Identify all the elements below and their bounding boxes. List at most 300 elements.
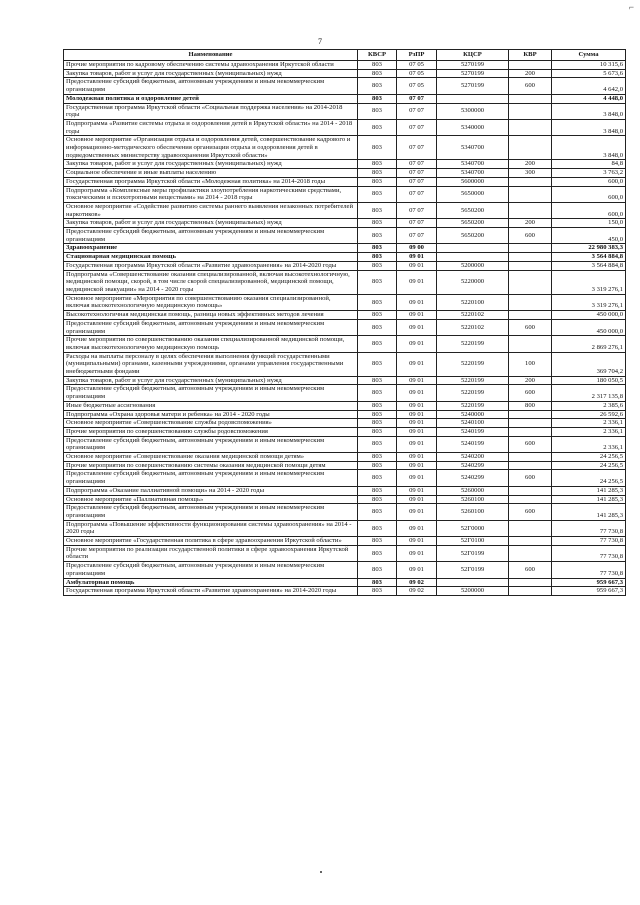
row-rzpr: 09 01 <box>397 401 437 410</box>
header-rzpr: РзПР <box>397 50 437 61</box>
row-sum: 2 336,1 <box>552 436 626 452</box>
table-row <box>64 376 626 385</box>
row-kcsr: 52Г0199 <box>437 545 509 561</box>
row-rzpr: 09 01 <box>397 385 437 401</box>
row-sum: 24 256,5 <box>552 461 626 470</box>
row-sum: 2 336,1 <box>552 419 626 428</box>
row-sum: 450 000,0 <box>552 311 626 320</box>
row-kvsr: 803 <box>358 311 397 320</box>
row-name: Предоставление субсидий бюджетным, автономным учреждениям и иным некоммерческим организациям <box>64 78 358 94</box>
table-row <box>64 61 626 70</box>
row-kvr: 100 <box>509 352 552 376</box>
row-name: Предоставление субсидий бюджетным, автономным учреждениям и иным некоммерческим организациям <box>64 228 358 244</box>
row-name: Основное мероприятие «Совершенствование службы родовспоможения» <box>64 419 358 428</box>
row-sum: 600,0 <box>552 202 626 218</box>
row-name: Социальное обеспечение и иные выплаты населению <box>64 169 358 178</box>
row-kvsr: 803 <box>358 103 397 119</box>
row-kcsr: 5220199 <box>437 385 509 401</box>
row-name: Прочие мероприятия по совершенствованию оказания специализированной медицинской помощи, включая высокотехнологичную медицинскую помощь <box>64 336 358 352</box>
row-sum: 959 667,3 <box>552 578 626 587</box>
row-kvsr: 803 <box>358 537 397 546</box>
row-kcsr: 5220000 <box>437 270 509 294</box>
row-sum: 600,0 <box>552 186 626 202</box>
row-name: Предоставление субсидий бюджетным, автономным учреждениям и иным некоммерческим организациям <box>64 504 358 520</box>
row-kvr <box>509 336 552 352</box>
row-name: Закупка товаров, работ и услуг для государственных (муниципальных) нужд <box>64 69 358 78</box>
row-kvr <box>509 495 552 504</box>
row-kcsr: 5650200 <box>437 202 509 218</box>
row-name: Подпрограмма «Развитие системы отдыха и оздоровления детей в Иркутской области» на 2014 - 2018 годы <box>64 119 358 135</box>
row-kcsr: 5220199 <box>437 352 509 376</box>
row-sum: 2 317 135,8 <box>552 385 626 401</box>
row-sum: 600,0 <box>552 177 626 186</box>
row-kvsr: 803 <box>358 186 397 202</box>
row-sum: 3 319 276,1 <box>552 270 626 294</box>
row-kvsr: 803 <box>358 520 397 536</box>
row-kvsr: 803 <box>358 244 397 253</box>
row-rzpr: 09 01 <box>397 470 437 486</box>
row-kcsr: 5240200 <box>437 453 509 462</box>
row-name: Иные бюджетные ассигнования <box>64 401 358 410</box>
row-sum: 77 730,8 <box>552 520 626 536</box>
row-kvr <box>509 410 552 419</box>
row-kcsr: 5240299 <box>437 470 509 486</box>
row-kvr <box>509 270 552 294</box>
row-kcsr: 5220100 <box>437 294 509 310</box>
row-rzpr: 09 00 <box>397 244 437 253</box>
row-kcsr <box>437 244 509 253</box>
row-rzpr: 09 01 <box>397 294 437 310</box>
row-kvsr: 803 <box>358 401 397 410</box>
row-rzpr: 09 01 <box>397 410 437 419</box>
row-name: Подпрограмма «Повышение эффективности функционирования системы здравоохранения» на 2014 - 2020 годы <box>64 520 358 536</box>
row-kcsr: 5650000 <box>437 186 509 202</box>
row-rzpr: 09 01 <box>397 562 437 578</box>
row-name: Стационарная медицинская помощь <box>64 253 358 262</box>
row-sum: 3 564 884,8 <box>552 253 626 262</box>
row-kvr <box>509 119 552 135</box>
table-row <box>64 336 626 352</box>
row-kcsr <box>437 578 509 587</box>
row-name: Основное мероприятие «Мероприятия по совершенствованию оказания специализированной, включая высокотехнологичную медицинскую помощь» <box>64 294 358 310</box>
row-kvr: 600 <box>509 319 552 335</box>
row-kvsr: 803 <box>358 202 397 218</box>
row-kvsr: 803 <box>358 119 397 135</box>
table-row <box>64 587 626 596</box>
table-row <box>64 261 626 270</box>
table-row <box>64 294 626 310</box>
row-rzpr: 07 07 <box>397 103 437 119</box>
row-kcsr: 5650200 <box>437 219 509 228</box>
table-row <box>64 352 626 376</box>
table-row <box>64 78 626 94</box>
row-kcsr: 5300000 <box>437 103 509 119</box>
row-kvsr: 803 <box>358 261 397 270</box>
row-kvr <box>509 261 552 270</box>
row-kvsr: 803 <box>358 177 397 186</box>
row-kcsr: 5340700 <box>437 169 509 178</box>
row-kvr <box>509 545 552 561</box>
row-kvsr: 803 <box>358 61 397 70</box>
row-kcsr: 5220199 <box>437 401 509 410</box>
table-row <box>64 578 626 587</box>
row-sum: 5 673,6 <box>552 69 626 78</box>
table-row <box>64 253 626 262</box>
table-row <box>64 169 626 178</box>
row-kvsr: 803 <box>358 470 397 486</box>
row-kvsr: 803 <box>358 352 397 376</box>
row-rzpr: 07 07 <box>397 169 437 178</box>
row-name: Государственная программа Иркутской области «Социальная поддержка населения» на 2014-2018 годы <box>64 103 358 119</box>
row-rzpr: 09 01 <box>397 427 437 436</box>
row-kvsr: 803 <box>358 486 397 495</box>
table-row <box>64 177 626 186</box>
row-kcsr: 5270199 <box>437 61 509 70</box>
row-kvr <box>509 136 552 160</box>
table-row <box>64 186 626 202</box>
table-row <box>64 453 626 462</box>
row-kvsr: 803 <box>358 376 397 385</box>
row-kvr <box>509 461 552 470</box>
row-rzpr: 09 01 <box>397 537 437 546</box>
row-kvsr: 803 <box>358 453 397 462</box>
row-name: Государственная программа Иркутской области «Развитие здравоохранения» на 2014-2020 годы <box>64 587 358 596</box>
row-kcsr: 5220199 <box>437 376 509 385</box>
row-sum: 4 448,0 <box>552 94 626 103</box>
row-kcsr: 5240000 <box>437 410 509 419</box>
row-rzpr: 07 07 <box>397 177 437 186</box>
row-kvsr: 803 <box>358 461 397 470</box>
row-rzpr: 09 01 <box>397 261 437 270</box>
row-kvsr: 803 <box>358 219 397 228</box>
row-kcsr: 5340700 <box>437 160 509 169</box>
table-row <box>64 311 626 320</box>
row-kcsr: 5260100 <box>437 495 509 504</box>
row-name: Расходы на выплаты персоналу в целях обеспечения выполнения функций государственными (муниципальными) органами, казенными учреждениями, органами управления государственными внебюджетными фондами <box>64 352 358 376</box>
row-kvr <box>509 177 552 186</box>
row-sum: 180 050,5 <box>552 376 626 385</box>
row-kvr: 200 <box>509 219 552 228</box>
row-kvsr: 803 <box>358 319 397 335</box>
row-kvsr: 803 <box>358 69 397 78</box>
row-rzpr: 09 01 <box>397 270 437 294</box>
row-rzpr: 09 01 <box>397 545 437 561</box>
row-kvsr: 803 <box>358 160 397 169</box>
row-kvsr: 803 <box>358 419 397 428</box>
row-name: Прочие мероприятия по кадровому обеспечению системы здравоохранения Иркутской области <box>64 61 358 70</box>
row-rzpr: 09 01 <box>397 504 437 520</box>
row-kvr: 600 <box>509 562 552 578</box>
row-sum: 84,8 <box>552 160 626 169</box>
row-rzpr: 09 02 <box>397 587 437 596</box>
header-name: Наименование <box>64 50 358 61</box>
row-rzpr: 09 01 <box>397 495 437 504</box>
table-row <box>64 504 626 520</box>
table-row <box>64 427 626 436</box>
row-sum: 450 000,0 <box>552 319 626 335</box>
row-rzpr: 09 01 <box>397 253 437 262</box>
table-row <box>64 69 626 78</box>
row-name: Предоставление субсидий бюджетным, автономным учреждениям и иным некоммерческим организациям <box>64 562 358 578</box>
row-sum: 24 256,5 <box>552 453 626 462</box>
row-rzpr: 09 01 <box>397 419 437 428</box>
row-name: Закупка товаров, работ и услуг для государственных (муниципальных) нужд <box>64 160 358 169</box>
row-kcsr <box>437 253 509 262</box>
row-kvr <box>509 486 552 495</box>
table-row <box>64 160 626 169</box>
row-sum: 2 869 276,1 <box>552 336 626 352</box>
row-kvr <box>509 61 552 70</box>
row-sum: 77 730,8 <box>552 545 626 561</box>
table-header-row <box>64 50 626 61</box>
row-kvr <box>509 202 552 218</box>
row-kvsr: 803 <box>358 562 397 578</box>
row-kvr <box>509 244 552 253</box>
row-name: Основное мероприятие «Паллиативная помощь» <box>64 495 358 504</box>
header-kcsr: КЦСР <box>437 50 509 61</box>
row-name: Прочие мероприятия по совершенствованию службы родовспоможения <box>64 427 358 436</box>
table-row <box>64 202 626 218</box>
row-kcsr: 5200000 <box>437 587 509 596</box>
row-rzpr: 09 01 <box>397 436 437 452</box>
row-kvsr: 803 <box>358 427 397 436</box>
table-row <box>64 136 626 160</box>
row-rzpr: 09 01 <box>397 311 437 320</box>
table-row <box>64 401 626 410</box>
row-sum: 3 848,0 <box>552 103 626 119</box>
row-sum: 77 730,8 <box>552 562 626 578</box>
table-row <box>64 270 626 294</box>
table-row <box>64 419 626 428</box>
row-rzpr: 09 02 <box>397 578 437 587</box>
row-rzpr: 07 07 <box>397 228 437 244</box>
row-kvsr: 803 <box>358 587 397 596</box>
row-sum: 3 848,0 <box>552 119 626 135</box>
row-kvr <box>509 537 552 546</box>
row-sum: 369 704,2 <box>552 352 626 376</box>
row-kcsr: 5220102 <box>437 319 509 335</box>
row-name: Подпрограмма «Оказание паллиативной помощи» на 2014 - 2020 годы <box>64 486 358 495</box>
row-name: Прочие мероприятия по совершенствованию системы оказания медицинской помощи детям <box>64 461 358 470</box>
row-name: Основное мероприятие «Организация отдыха и оздоровления детей, совершенствование кадрового и информационно-методического обеспечения организации отдыха и оздоровления детей в подведомственных министерству здравоохранения Иркутской области» <box>64 136 358 160</box>
row-kvr: 600 <box>509 385 552 401</box>
row-name: Государственная программа Иркутской области «Молодежная политика» на 2014-2018 годы <box>64 177 358 186</box>
row-rzpr: 09 01 <box>397 461 437 470</box>
row-kvr <box>509 453 552 462</box>
row-name: Подпрограмма «Охрана здоровья матери и ребенка» на 2014 - 2020 годы <box>64 410 358 419</box>
row-name: Предоставление субсидий бюджетным, автономным учреждениям и иным некоммерческим организациям <box>64 436 358 452</box>
row-rzpr: 09 01 <box>397 352 437 376</box>
row-kcsr: 5340700 <box>437 136 509 160</box>
row-sum: 22 980 383,3 <box>552 244 626 253</box>
row-name: Закупка товаров, работ и услуг для государственных (муниципальных) нужд <box>64 219 358 228</box>
corner-mark: ⌐ <box>628 2 634 12</box>
row-name: Закупка товаров, работ и услуг для государственных (муниципальных) нужд <box>64 376 358 385</box>
header-sum: Сумма <box>552 50 626 61</box>
row-kcsr: 52Г0199 <box>437 562 509 578</box>
header-kvsr: КВСР <box>358 50 397 61</box>
row-rzpr: 07 07 <box>397 186 437 202</box>
scan-dot <box>320 871 322 873</box>
row-kvr <box>509 587 552 596</box>
row-sum: 24 256,5 <box>552 470 626 486</box>
row-sum: 141 285,3 <box>552 504 626 520</box>
row-rzpr: 07 07 <box>397 119 437 135</box>
row-kvr <box>509 311 552 320</box>
row-rzpr: 07 05 <box>397 78 437 94</box>
row-kvr: 200 <box>509 376 552 385</box>
row-name: Государственная программа Иркутской области «Развитие здравоохранения» на 2014-2020 годы <box>64 261 358 270</box>
table-row <box>64 410 626 419</box>
row-sum: 150,0 <box>552 219 626 228</box>
table-row <box>64 244 626 253</box>
row-kcsr: 5220199 <box>437 336 509 352</box>
row-kvsr: 803 <box>358 336 397 352</box>
table-row <box>64 228 626 244</box>
row-kvr: 300 <box>509 169 552 178</box>
row-name: Предоставление субсидий бюджетным, автономным учреждениям и иным некоммерческим организациям <box>64 470 358 486</box>
row-kcsr: 5260000 <box>437 486 509 495</box>
table-row <box>64 486 626 495</box>
row-name: Основное мероприятие «Содействие развитию системы раннего выявления незаконных потребителей наркотиков» <box>64 202 358 218</box>
row-kvr: 600 <box>509 504 552 520</box>
row-kvr <box>509 294 552 310</box>
row-kvr <box>509 520 552 536</box>
row-rzpr: 07 07 <box>397 136 437 160</box>
row-kcsr: 5340000 <box>437 119 509 135</box>
row-sum: 2 385,6 <box>552 401 626 410</box>
row-name: Основное мероприятие «Государственная политика в сфере здравоохранения Иркутской области» <box>64 537 358 546</box>
row-sum: 3 564 884,8 <box>552 261 626 270</box>
row-sum: 77 730,8 <box>552 537 626 546</box>
row-sum: 2 336,1 <box>552 427 626 436</box>
row-name: Предоставление субсидий бюджетным, автономным учреждениям и иным некоммерческим организациям <box>64 319 358 335</box>
row-name: Основное мероприятие «Совершенствование оказания медицинской помощи детям» <box>64 453 358 462</box>
table-row <box>64 219 626 228</box>
row-rzpr: 07 07 <box>397 202 437 218</box>
row-kcsr: 5200000 <box>437 261 509 270</box>
row-rzpr: 09 01 <box>397 486 437 495</box>
row-rzpr: 07 05 <box>397 69 437 78</box>
row-kvsr: 803 <box>358 253 397 262</box>
table-row <box>64 562 626 578</box>
row-rzpr: 09 01 <box>397 453 437 462</box>
row-rzpr: 09 01 <box>397 319 437 335</box>
row-name: Прочие мероприятия по реализации государственной политики в сфере здравоохранения Иркутской области <box>64 545 358 561</box>
row-sum: 450,0 <box>552 228 626 244</box>
row-kvr <box>509 186 552 202</box>
row-kcsr: 5270199 <box>437 69 509 78</box>
row-sum: 959 667,3 <box>552 587 626 596</box>
row-kvsr: 803 <box>358 410 397 419</box>
row-kvr: 200 <box>509 69 552 78</box>
row-kcsr: 5240299 <box>437 461 509 470</box>
row-name: Амбулаторная помощь <box>64 578 358 587</box>
row-kcsr: 5260100 <box>437 504 509 520</box>
table-row <box>64 119 626 135</box>
row-kvr: 600 <box>509 470 552 486</box>
row-kcsr: 5240199 <box>437 427 509 436</box>
row-kvr: 800 <box>509 401 552 410</box>
row-name: Здравоохранение <box>64 244 358 253</box>
row-sum: 10 315,6 <box>552 61 626 70</box>
row-kvsr: 803 <box>358 169 397 178</box>
row-kcsr: 5240199 <box>437 436 509 452</box>
row-rzpr: 07 07 <box>397 160 437 169</box>
row-kcsr: 5600000 <box>437 177 509 186</box>
row-sum: 141 285,3 <box>552 486 626 495</box>
budget-table <box>63 49 626 596</box>
row-kvr: 200 <box>509 160 552 169</box>
row-kvsr: 803 <box>358 94 397 103</box>
row-sum: 3 319 276,1 <box>552 294 626 310</box>
row-kvr <box>509 103 552 119</box>
row-sum: 141 285,3 <box>552 495 626 504</box>
row-kcsr: 5240100 <box>437 419 509 428</box>
row-kvsr: 803 <box>358 385 397 401</box>
header-kvr: КВР <box>509 50 552 61</box>
row-name: Подпрограмма «Комплексные меры профилактики злоупотребления наркотическими средствами, токсическими и психотропными веществами» на 2014 - 2018 годы <box>64 186 358 202</box>
row-sum: 3 848,0 <box>552 136 626 160</box>
row-kvsr: 803 <box>358 504 397 520</box>
row-kvsr: 803 <box>358 495 397 504</box>
table-row <box>64 385 626 401</box>
row-kcsr <box>437 94 509 103</box>
row-rzpr: 07 07 <box>397 94 437 103</box>
row-kcsr: 5270199 <box>437 78 509 94</box>
row-kvr: 600 <box>509 78 552 94</box>
row-sum: 4 642,0 <box>552 78 626 94</box>
row-sum: 3 763,2 <box>552 169 626 178</box>
row-kvsr: 803 <box>358 228 397 244</box>
row-kvsr: 803 <box>358 136 397 160</box>
row-kvr <box>509 94 552 103</box>
row-kvsr: 803 <box>358 270 397 294</box>
row-kvsr: 803 <box>358 578 397 587</box>
row-kcsr: 52Г0100 <box>437 537 509 546</box>
row-rzpr: 09 01 <box>397 376 437 385</box>
row-kcsr: 5220102 <box>437 311 509 320</box>
row-rzpr: 09 01 <box>397 520 437 536</box>
row-kvr: 600 <box>509 436 552 452</box>
row-name: Предоставление субсидий бюджетным, автономным учреждениям и иным некоммерческим организациям <box>64 385 358 401</box>
row-kvr: 600 <box>509 228 552 244</box>
table-row <box>64 461 626 470</box>
row-kcsr: 52Г0000 <box>437 520 509 536</box>
page-number: 7 <box>318 37 322 46</box>
row-name: Высокотехнологичная медицинская помощь, разница новых эффективных методов лечения <box>64 311 358 320</box>
row-kvsr: 803 <box>358 436 397 452</box>
row-kvr <box>509 253 552 262</box>
row-kcsr: 5650200 <box>437 228 509 244</box>
row-kvr <box>509 427 552 436</box>
table-row <box>64 537 626 546</box>
table-row <box>64 319 626 335</box>
table-row <box>64 545 626 561</box>
row-kvr <box>509 419 552 428</box>
row-kvr <box>509 578 552 587</box>
row-kvsr: 803 <box>358 294 397 310</box>
table-row <box>64 495 626 504</box>
row-sum: 26 592,6 <box>552 410 626 419</box>
row-rzpr: 09 01 <box>397 336 437 352</box>
row-name: Молодежная политика и оздоровление детей <box>64 94 358 103</box>
table-row <box>64 520 626 536</box>
row-rzpr: 07 07 <box>397 219 437 228</box>
row-kvsr: 803 <box>358 545 397 561</box>
table-row <box>64 436 626 452</box>
row-name: Подпрограмма «Совершенствование оказания специализированной, включая высокотехнологичную, медицинской помощи, скорой, в том числе скорой специализированной, медицинской помощи, медицинской эвакуации» на 2014 - 2020 годы <box>64 270 358 294</box>
